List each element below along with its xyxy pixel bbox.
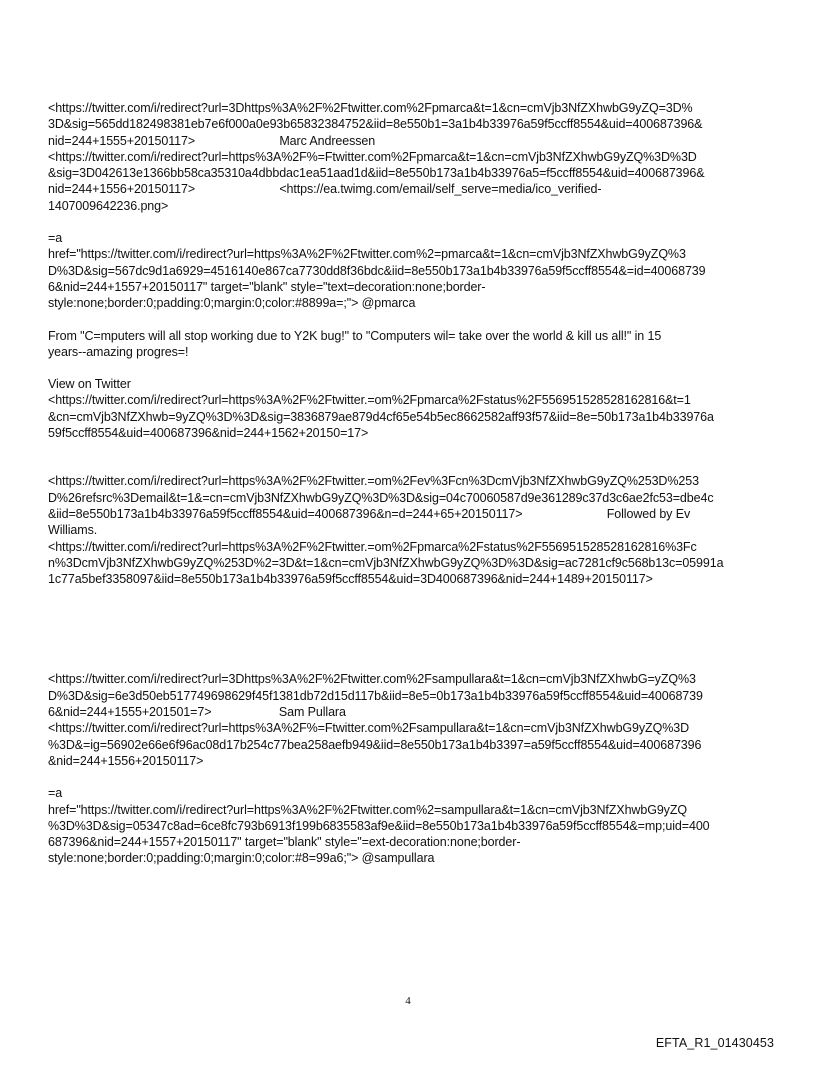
bates-number: EFTA_R1_01430453 xyxy=(655,1036,774,1050)
text-block-pmarca-anchor: =a href="https://twitter.com/i/redirect?url=https%3A%2F%2Ftwitter.com%2=pmarca&t=1&cn=cmVjb3NfZXhwbG9yZQ%3 D%3D&sig=567dc9d1a6929=4516140e867ca7730dd8f36bdc&iid=8e550b173a1b4b33976a59f5ccff8554&=id=40068739 6&nid=244+1557+20150117" target="blank" style="text=decoration:none;border- style:none;border:0;padding:0;margin:0;color:#8899a=;"> @pmarca xyxy=(48,231,706,311)
text-block-andreessen-header: <https://twitter.com/i/redirect?url=3Dhttps%3A%2F%2Ftwitter.com%2Fpmarca&t=1&cn=cmVjb3NfZXhwbG9yZQ=3D% 3D&sig=565dd182498381eb7e6f000a0e93b65832384752&iid=8e550b1=3a1b4b33976a59f5ccff8554&uid=400687396& nid=244+1555+20150117> Marc Andreessen <https://twitter.com/i/redirect?url=https%3A%2F%=Ftwitter.com%2Fpmarca&t=1&cn=cmVjb3NfZXhwbG9yZQ%3D%3D &sig=3D042613e1366bb58ca35310a4dbbdac1ea51aad1d&iid=8e550b173a1b4b33976a5=f5ccff8554&uid=400687396& nid=244+1556+20150117> <https://ea.twimg.com/email/self_serve=media/ico_verified- 1407009642236.png> xyxy=(48,101,705,213)
text-block-followed-by: <https://twitter.com/i/redirect?url=https%3A%2F%2Ftwitter.=om%2Fev%3Fcn%3DcmVjb3NfZXhwbG9yZQ%253D%253 D%26refsrc%3Demail&t=1&=cn=cmVjb3NfZXhwbG9yZQ%3D%3D&sig=04c70060587d9e361289c37d3c6ae2fc53=dbe4c &iid=8e550b173a1b4b33976a59f5ccff8554&uid=400687396&n=d=244+65+20150117> Followed by Ev Williams. <https://twitter.com/i/redirect?url=https%3A%2F%2Ftwitter.=om%2Fpmarca%2Fstatus%2F556951528528162816%3Fc n%3DcmVjb3NfZXhwbG9yZQ%253D%2=3D&t=1&cn=cmVjb3NfZXhwbG9yZQ%3D%3D&sig=ac7281cf9c568b13c=05991a 1c77a5bef3358097&iid=8e550b173a1b4b33976a59f5ccff8554&uid=3D400687396&nid=244+1489+20150117> xyxy=(48,474,724,587)
document-body xyxy=(48,100,776,867)
page-number: 4 xyxy=(405,995,411,1007)
text-block-view-on-twitter: View on Twitter <https://twitter.com/i/redirect?url=https%3A%2F%2Ftwitter.=om%2Fpmarca%2Fstatus%2F556951528528162816&t=1 &cn=cmVjb3NfZXhwb=9yZQ%3D%3D&sig=3836879ae879d4cf65e54b5ec8662582aff93f57&iid=8e=50b173a1b4b33976a 59f5ccff8554&uid=400687396&nid=244+1562+20150=17> xyxy=(48,377,714,441)
text-block-pullara-header: <https://twitter.com/i/redirect?url=3Dhttps%3A%2F%2Ftwitter.com%2Fsampullara&t=1&cn=cmVjb3NfZXhwbG=yZQ%3 D%3D&sig=6e3d50eb517749698629f45f1381db72d15d117b&iid=8e5=0b173a1b4b33976a59f5ccff8554&uid=40068739 6&nid=244+1555+201501=7> Sam Pullara <https://twitter.com/i/redirect?url=https%3A%2F%=Ftwitter.com%2Fsampullara&t=1&cn=cmVjb3NfZXhwbG9yZQ%3D %3D&=ig=56902e66e6f96ac08d17b254c77bea258aefb949&iid=8e550b173a1b4b3397=a59f5ccff8554&uid=400687396 &nid=244+1556+20150117> xyxy=(48,672,703,768)
text-block-sampullara-anchor: =a href="https://twitter.com/i/redirect?url=https%3A%2F%2Ftwitter.com%2=sampullara&t=1&cn=cmVjb3NfZXhwbG9yZQ %3D%3D&sig=05347c8ad=6ce8fc793b6913f199b6835583af9e&iid=8e550b173a1b4b33976a59f5ccff8554&=mp;uid=400 687396&nid=244+1557+20150117" target="blank" style="=ext-decoration:none;border- style:none;border:0;padding:0;margin:0;color:#8=99a6;"> @sampullara xyxy=(48,786,710,866)
text-block-tweet: From "C=mputers will all stop working due to Y2K bug!" to "Computers wil= take over the world & kill us all!" in 15 years--amazing progres=! xyxy=(48,328,662,359)
